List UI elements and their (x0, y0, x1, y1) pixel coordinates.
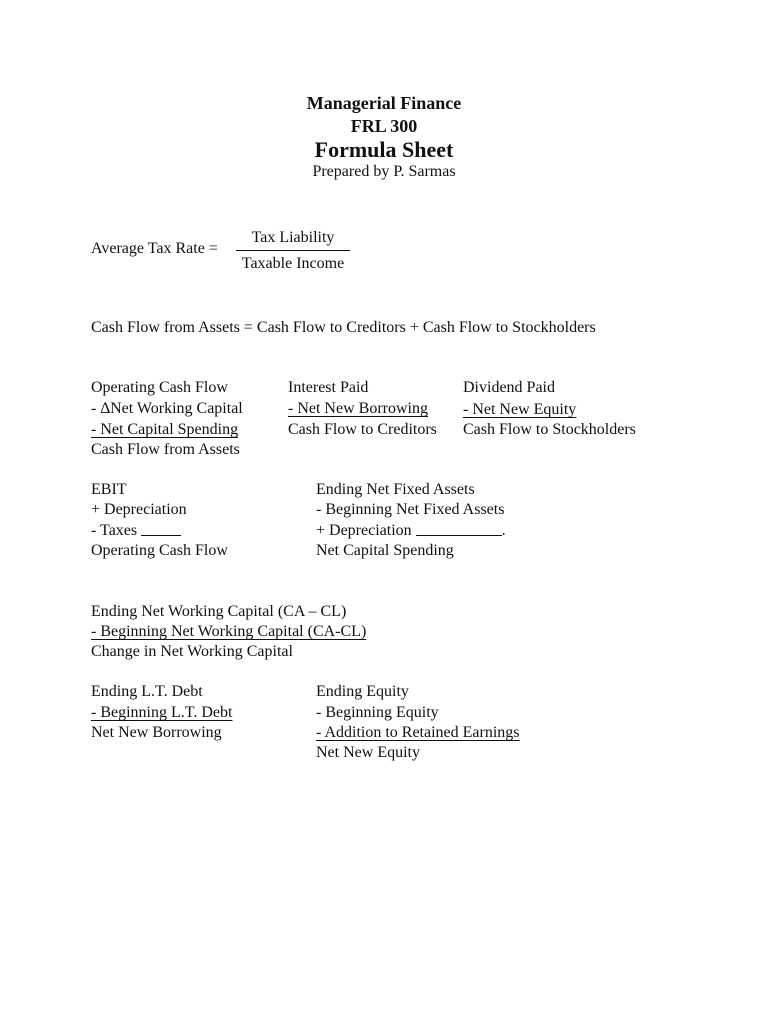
b2-c2-line1: Ending Net Fixed Assets (316, 481, 475, 498)
cash-flow-identity: Cash Flow from Assets = Cash Flow to Creditors + Cash Flow to Stockholders (91, 319, 596, 336)
b1-c2-line1: Interest Paid (288, 379, 369, 396)
b2-c2-line3-rule (416, 521, 502, 536)
b1-c1-line3: - Net Capital Spending (91, 421, 239, 438)
b2-c1-line3 (91, 521, 181, 541)
b2-c1-line3-rule (141, 521, 181, 536)
b3-line3: Change in Net Working Capital (91, 643, 293, 660)
doc-title-course: Managerial Finance (306, 93, 462, 113)
b4-c2-line1: Ending Equity (316, 683, 409, 700)
b2-c2-line2: - Beginning Net Fixed Assets (316, 501, 505, 518)
b4-c2-line3: - Addition to Retained Earnings (316, 724, 520, 741)
b1-c3-line3: Cash Flow to Stockholders (463, 421, 636, 438)
doc-author: Prepared by P. Sarmas (312, 163, 456, 180)
b1-c1-line1: Operating Cash Flow (91, 379, 228, 396)
b3-line1: Ending Net Working Capital (CA – CL) (91, 603, 347, 620)
b2-c2-line3-text: + Depreciation (316, 522, 412, 539)
avg-tax-numerator: Tax Liability (251, 229, 335, 246)
b2-c1-line1: EBIT (91, 481, 127, 498)
avg-tax-denominator: Taxable Income (241, 255, 345, 272)
b1-c2-line3: Cash Flow to Creditors (288, 421, 437, 438)
doc-title-code: FRL 300 (350, 116, 418, 136)
b1-c3-line2: - Net New Equity (463, 401, 577, 418)
b4-c2-line4: Net New Equity (316, 744, 420, 761)
b2-c1-line4: Operating Cash Flow (91, 542, 228, 559)
doc-title-main: Formula Sheet (314, 137, 454, 162)
b4-c1-line2: - Beginning L.T. Debt (91, 704, 233, 721)
b3-line2: - Beginning Net Working Capital (CA-CL) (91, 623, 367, 640)
b1-c1-line4: Cash Flow from Assets (91, 441, 240, 458)
avg-tax-label: Average Tax Rate = (91, 240, 218, 257)
b2-c1-line2: + Depreciation (91, 501, 187, 518)
b4-c2-line2: - Beginning Equity (316, 704, 439, 721)
fraction-bar (236, 250, 350, 251)
b1-c3-line1: Dividend Paid (463, 379, 555, 396)
b2-c2-line4: Net Capital Spending (316, 542, 454, 559)
b2-c1-line3-text: - Taxes (91, 522, 138, 539)
b2-c2-line3 (316, 521, 506, 541)
b4-c1-line3: Net New Borrowing (91, 724, 222, 741)
b4-c1-line1: Ending L.T. Debt (91, 683, 203, 700)
b2-c2-line3-dot: . (501, 522, 506, 539)
b1-c2-line2: - Net New Borrowing (288, 400, 428, 417)
b1-c1-line2: - ∆Net Working Capital (91, 400, 243, 417)
